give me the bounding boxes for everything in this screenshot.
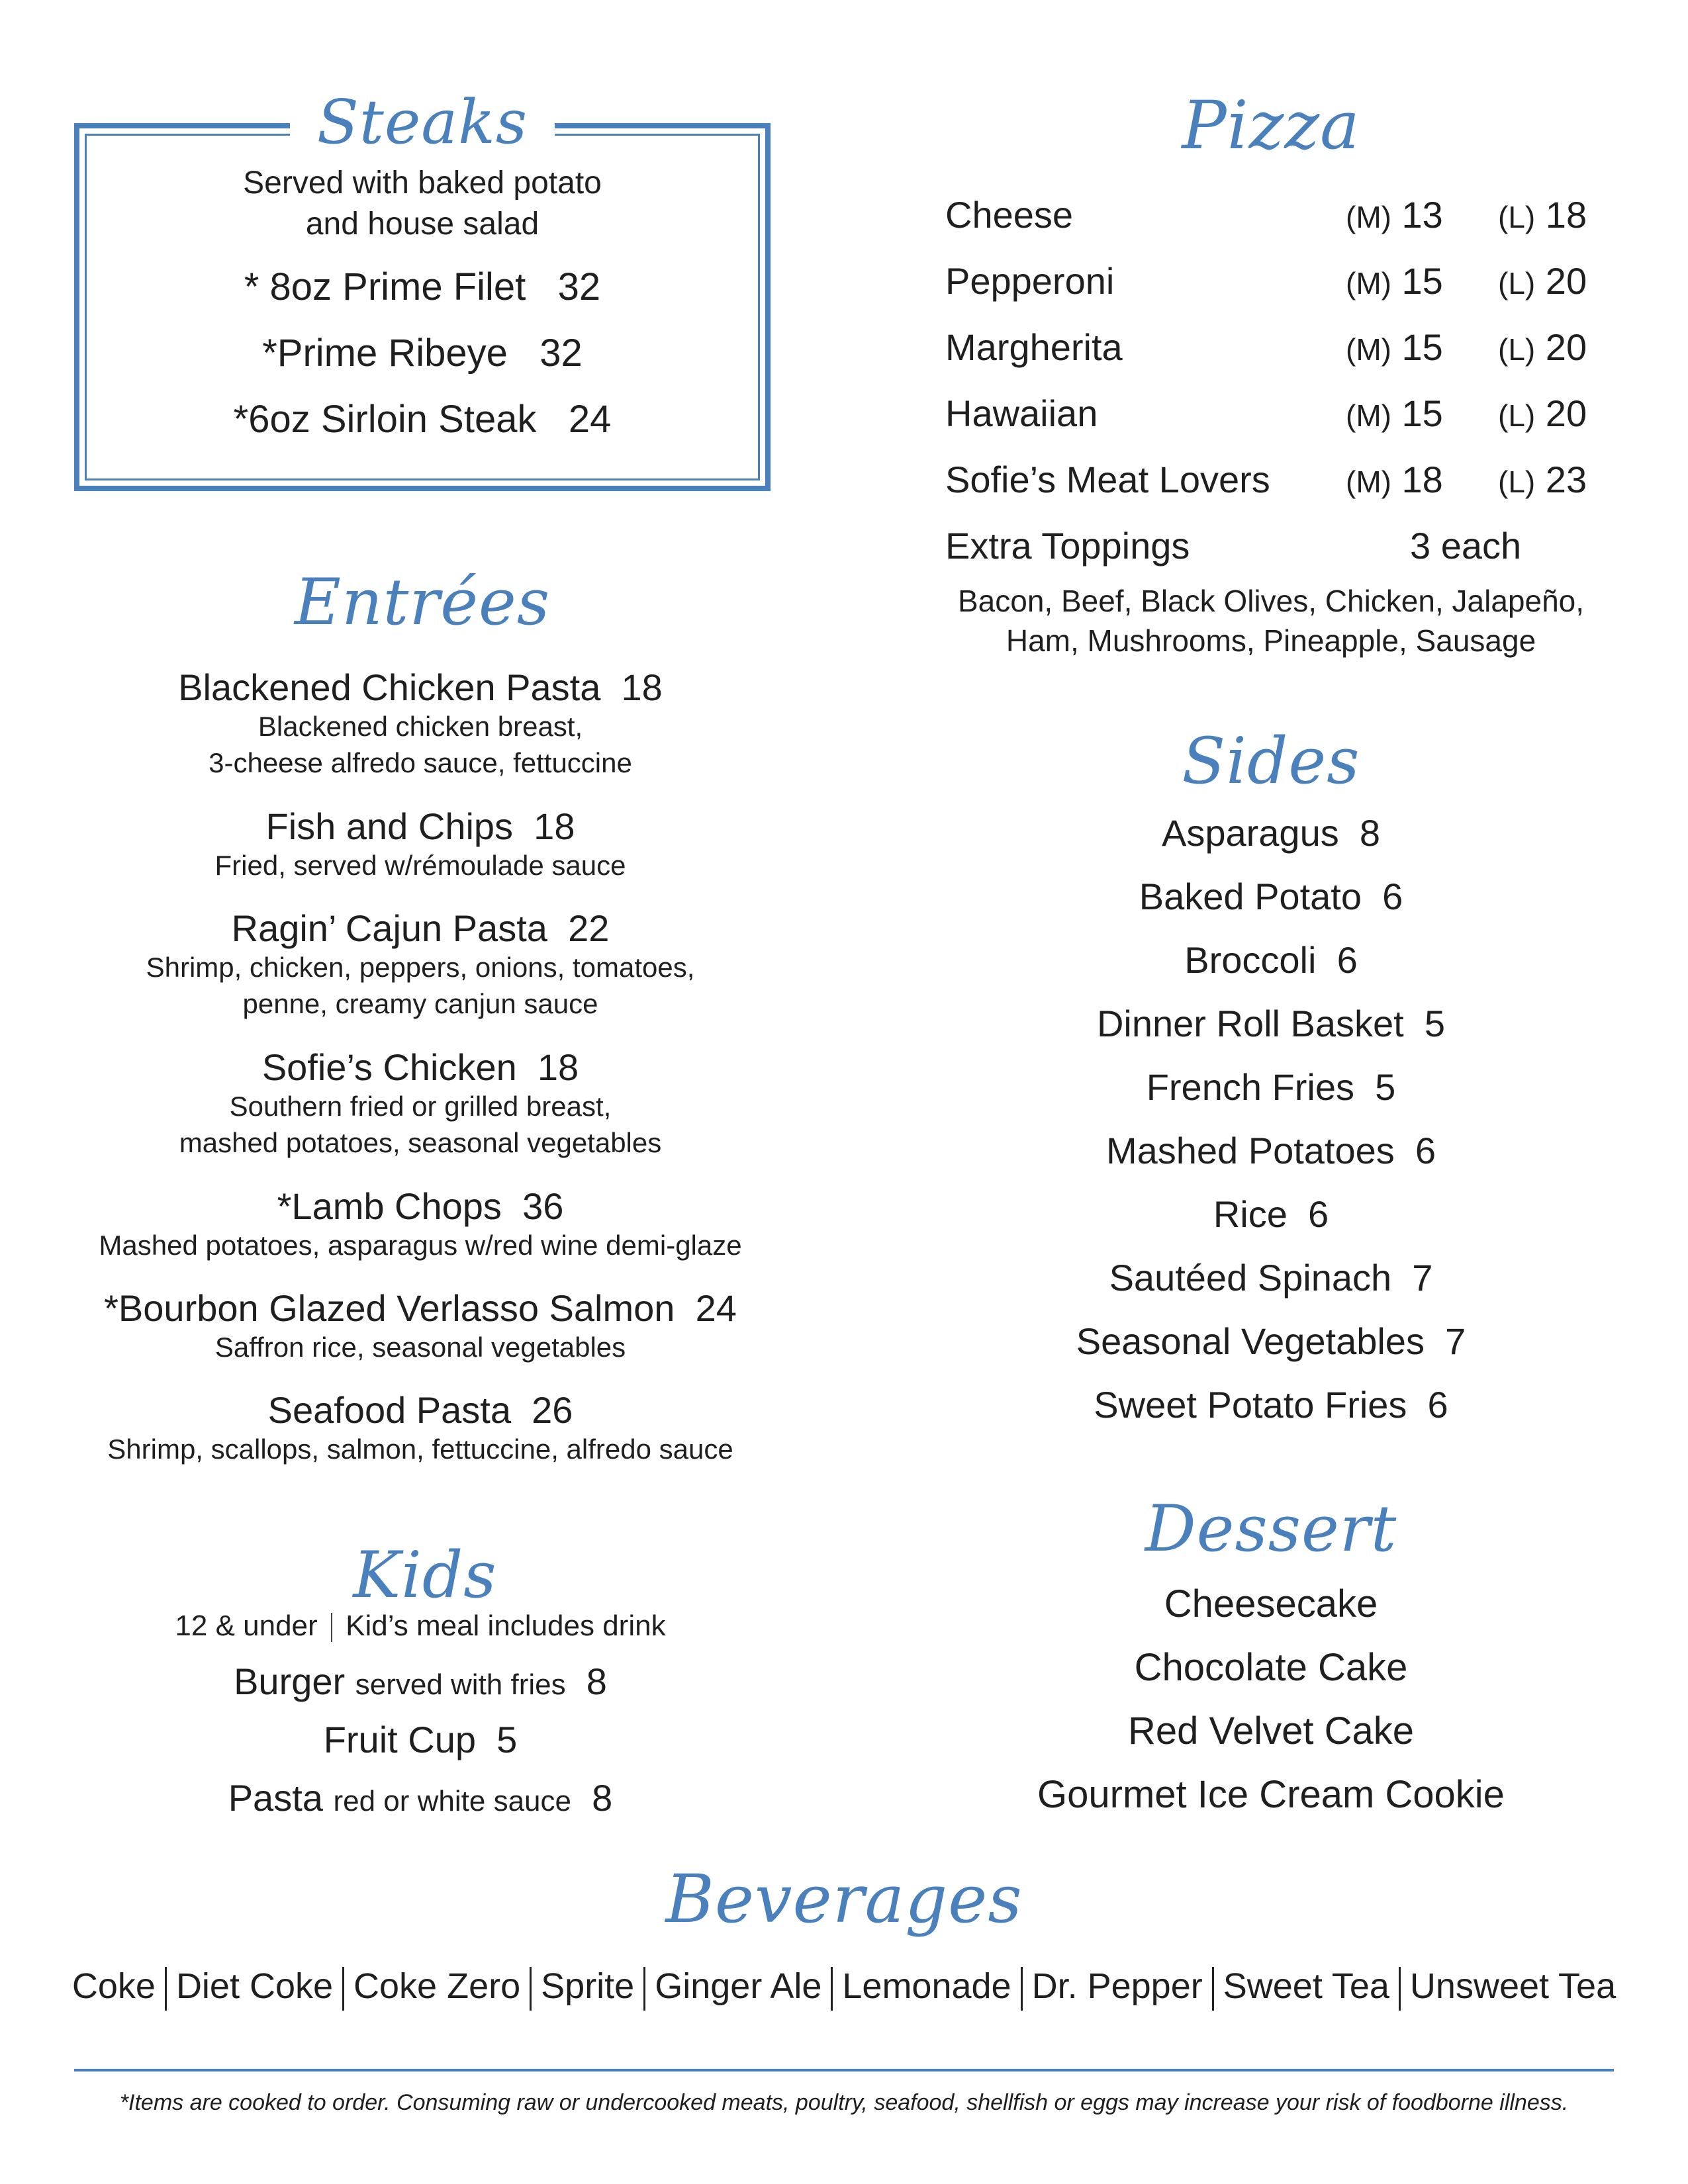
pizza-name: Pepperoni <box>945 260 1115 302</box>
beverage-item: Unsweet Tea <box>1409 1966 1617 2006</box>
divider <box>530 1967 532 2011</box>
entree-item-description: Blackened chicken breast, 3-cheese alfredo sauce, fettuccine <box>209 711 632 778</box>
entree-item-description: Shrimp, chicken, peppers, onions, tomatoes, penne, creamy canjun sauce <box>146 952 695 1019</box>
sides-heading: Sides <box>1182 724 1360 798</box>
beverage-item: Diet Coke <box>175 1966 334 2006</box>
beverage-item: Coke <box>71 1966 156 2006</box>
dessert-item: Red Velvet Cake <box>1127 1709 1415 1752</box>
pizza-large-price: (L) 20 <box>1498 260 1587 302</box>
pizza-name: Margherita <box>945 326 1123 368</box>
pizza-medium-price: (M) 15 <box>1346 260 1443 302</box>
side-item: Dinner Roll Basket 5 <box>1096 1003 1446 1044</box>
side-item: Sautéed Spinach 7 <box>1109 1257 1433 1298</box>
kids-item: Burger served with fries 8 <box>234 1661 607 1702</box>
divider <box>165 1967 167 2011</box>
steak-item-price: 32 <box>539 332 583 375</box>
steaks-description-line: Served with baked potato <box>243 165 602 201</box>
footer-divider <box>74 2069 1614 2071</box>
pizza-large-price: (L) 18 <box>1498 194 1587 236</box>
entree-item-name: *Bourbon Glazed Verlasso Salmon 24 <box>104 1287 737 1329</box>
steak-item-name: *Prime Ribeye <box>262 332 508 375</box>
side-item: Mashed Potatoes 6 <box>1105 1130 1436 1171</box>
steak-item <box>74 331 771 375</box>
entree-item-name: Fish and Chips 18 <box>265 805 575 847</box>
side-item: Broccoli 6 <box>1184 939 1358 981</box>
entree-item-name: Sofie’s Chicken 18 <box>261 1046 579 1088</box>
side-item: Asparagus 8 <box>1161 812 1380 854</box>
dessert-item: Cheesecake <box>1164 1582 1378 1625</box>
pizza-row <box>945 259 1607 312</box>
kids-item: Fruit Cup 5 <box>323 1719 518 1760</box>
entree-item-name: *Lamb Chops 36 <box>277 1185 564 1227</box>
beverage-item: Coke Zero <box>353 1966 521 2006</box>
dessert-item: Chocolate Cake <box>1134 1646 1408 1689</box>
pizza-medium-price: (M) 15 <box>1346 326 1443 368</box>
dessert-heading: Dessert <box>1145 1492 1397 1566</box>
divider <box>331 1613 332 1642</box>
entree-item-description: Shrimp, scallops, salmon, fettuccine, alfredo sauce <box>107 1433 733 1465</box>
entree-item-description: Saffron rice, seasonal vegetables <box>214 1332 626 1363</box>
steaks-description-line: and house salad <box>305 206 539 242</box>
pizza-row <box>945 458 1607 511</box>
divider <box>643 1967 645 2011</box>
divider <box>1021 1967 1023 2011</box>
beverage-item: Sweet Tea <box>1223 1966 1389 2006</box>
beverages-list <box>40 1966 1648 2011</box>
extra-toppings-price: 3 each <box>1410 525 1522 567</box>
steak-item-name: * 8oz Prime Filet <box>244 265 526 308</box>
entree-item-description: Southern fried or grilled breast, mashed potatoes, seasonal vegetables <box>179 1091 662 1158</box>
kids-subtitle: 12 & under Kid’s meal includes drink <box>175 1610 666 1642</box>
steak-item-name: *6oz Sirloin Steak <box>233 398 537 441</box>
pizza-name: Cheese <box>945 194 1074 236</box>
steak-item <box>74 265 771 309</box>
pizza-medium-price: (M) 13 <box>1346 194 1443 236</box>
side-item: French Fries 5 <box>1146 1066 1396 1108</box>
extra-toppings-label: Extra Toppings <box>945 525 1190 567</box>
pizza-name: Hawaiian <box>945 392 1098 434</box>
divider <box>831 1967 833 2011</box>
divider <box>1212 1967 1214 2011</box>
pizza-medium-price: (M) 15 <box>1346 392 1443 434</box>
entree-item-name: Ragin’ Cajun Pasta 22 <box>231 907 610 949</box>
toppings-line: Ham, Mushrooms, Pineapple, Sausage <box>1006 623 1536 658</box>
entree-item-description: Fried, served w/rémoulade sauce <box>214 850 626 881</box>
beverage-item: Lemonade <box>842 1966 1011 2006</box>
side-item: Rice 6 <box>1213 1193 1329 1235</box>
pizza-large-price: (L) 20 <box>1498 392 1587 434</box>
pizza-row <box>945 392 1607 445</box>
kids-item: Pasta red or white sauce 8 <box>228 1777 613 1819</box>
pizza-row <box>945 326 1607 379</box>
entree-item-name: Seafood Pasta 26 <box>267 1389 573 1431</box>
steak-item <box>74 397 771 441</box>
pizza-medium-price: (M) 18 <box>1346 459 1443 500</box>
dessert-item: Gourmet Ice Cream Cookie <box>1037 1773 1505 1816</box>
beverage-item: Sprite <box>541 1966 635 2006</box>
beverages-heading: Beverages <box>665 1860 1023 1938</box>
entree-item-name: Blackened Chicken Pasta 18 <box>178 666 663 708</box>
pizza-large-price: (L) 23 <box>1498 459 1587 500</box>
divider <box>1399 1967 1401 2011</box>
pizza-row <box>945 193 1607 246</box>
pizza-heading: Pizza <box>1182 87 1360 164</box>
footnote: *Items are cooked to order. Consuming raw or undercooked meats, poultry, seafood, shellfish or eggs may increase your risk of foodborne illness. <box>119 2090 1569 2115</box>
pizza-name: Sofie’s Meat Lovers <box>945 459 1270 500</box>
pizza-large-price: (L) 20 <box>1498 326 1587 368</box>
extra-toppings-list <box>914 581 1628 660</box>
beverage-item: Dr. Pepper <box>1031 1966 1203 2006</box>
side-item: Sweet Potato Fries 6 <box>1094 1384 1448 1426</box>
kids-heading: Kids <box>353 1538 497 1612</box>
side-item: Baked Potato 6 <box>1139 876 1403 917</box>
steak-item-price: 24 <box>568 398 612 441</box>
steaks-description <box>74 163 771 245</box>
side-item: Seasonal Vegetables 7 <box>1076 1320 1466 1362</box>
toppings-line: Bacon, Beef, Black Olives, Chicken, Jalapeño, <box>957 584 1585 618</box>
steak-item-price: 32 <box>557 265 601 308</box>
entree-item-description: Mashed potatoes, asparagus w/red wine demi-glaze <box>99 1230 742 1261</box>
divider <box>342 1967 344 2011</box>
beverage-item: Ginger Ale <box>655 1966 822 2006</box>
steaks-heading: Steaks <box>290 86 555 159</box>
entrees-heading: Entrées <box>294 565 551 639</box>
